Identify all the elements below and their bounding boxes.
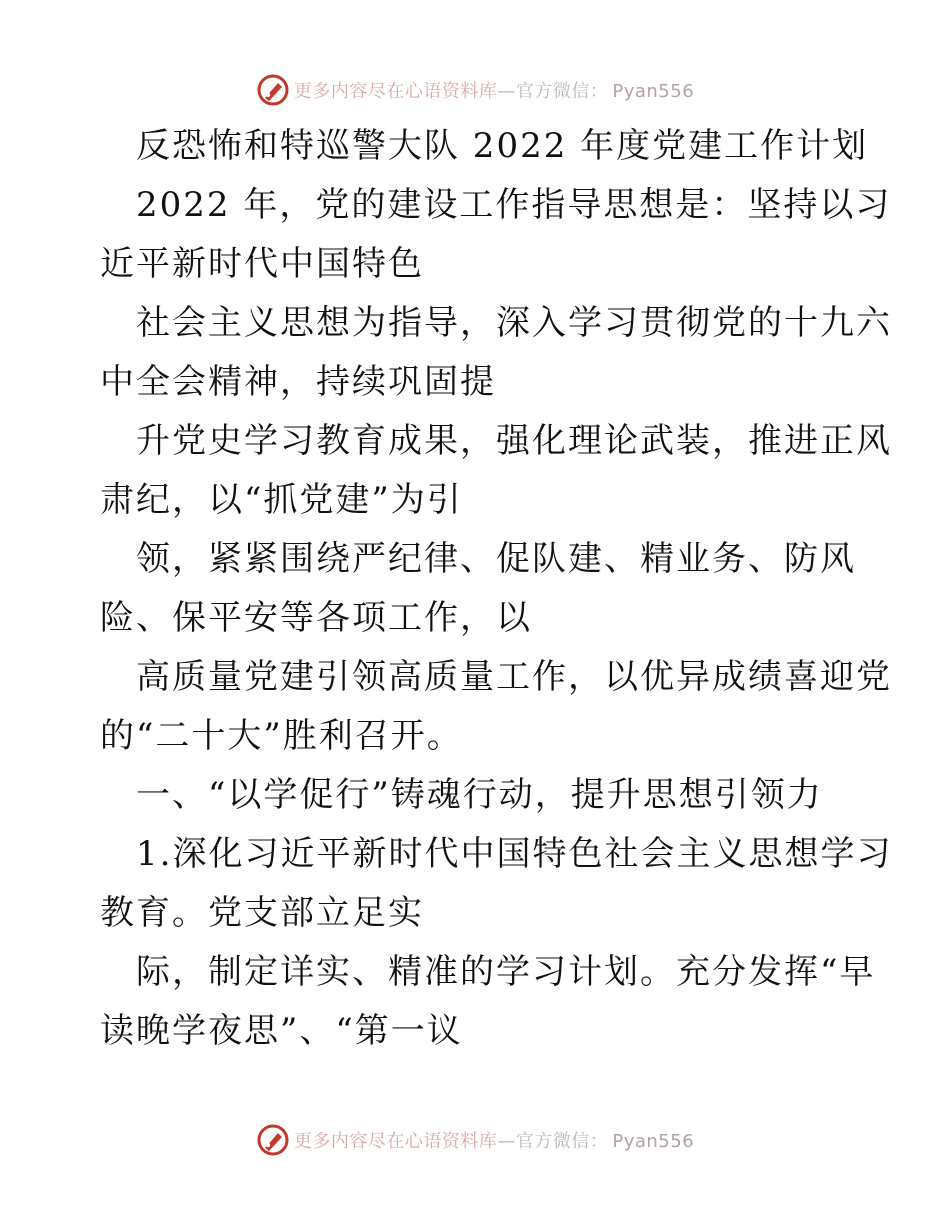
paragraph-line: 社会主义思想为指导，深入学习贯彻党的十九六 xyxy=(136,303,892,343)
footer-watermark xyxy=(0,1122,950,1158)
paragraph-line: 高质量党建引领高质量工作，以优异成绩喜迎党 xyxy=(136,657,892,697)
watermark-label: 更多内容尽在心语资料库—官方微信： Pyan556 xyxy=(293,1131,695,1152)
document-body xyxy=(100,122,893,1066)
paragraph-line: 的“二十大”胜利召开。 xyxy=(100,716,463,756)
paragraph-line: 教育。党支部立足实 xyxy=(100,893,424,933)
header-watermark xyxy=(0,72,950,108)
section-heading: 一、“以学促行”铸魂行动，提升思想引领力 xyxy=(136,775,823,815)
paragraph-line: 2022 年，党的建设工作指导思想是：坚持以习 xyxy=(136,185,892,225)
pen-circle-logo-icon xyxy=(256,73,290,107)
paragraph-line: 中全会精神，持续巩固提 xyxy=(100,362,496,402)
watermark-label: 更多内容尽在心语资料库—官方微信： Pyan556 xyxy=(293,81,695,102)
paragraph-line: 领，紧紧围绕严纪律、促队建、精业务、防风 xyxy=(136,539,856,579)
pen-circle-logo-icon xyxy=(256,1123,290,1157)
paragraph-line: 近平新时代中国特色 xyxy=(100,244,424,284)
paragraph-line: 1.深化习近平新时代中国特色社会主义思想学习 xyxy=(136,834,893,874)
paragraph-line: 险、保平安等各项工作，以 xyxy=(100,598,532,638)
paragraph-line: 读晚学夜思”、“第一议 xyxy=(100,1011,463,1051)
document-title: 反恐怖和特巡警大队 2022 年度党建工作计划 xyxy=(136,126,869,166)
paragraph-line: 际，制定详实、精准的学习计划。充分发挥“早 xyxy=(136,952,876,992)
paragraph-line: 肃纪，以“抓党建”为引 xyxy=(100,480,463,520)
paragraph-line: 升党史学习教育成果，强化理论武装，推进正风 xyxy=(136,421,892,461)
